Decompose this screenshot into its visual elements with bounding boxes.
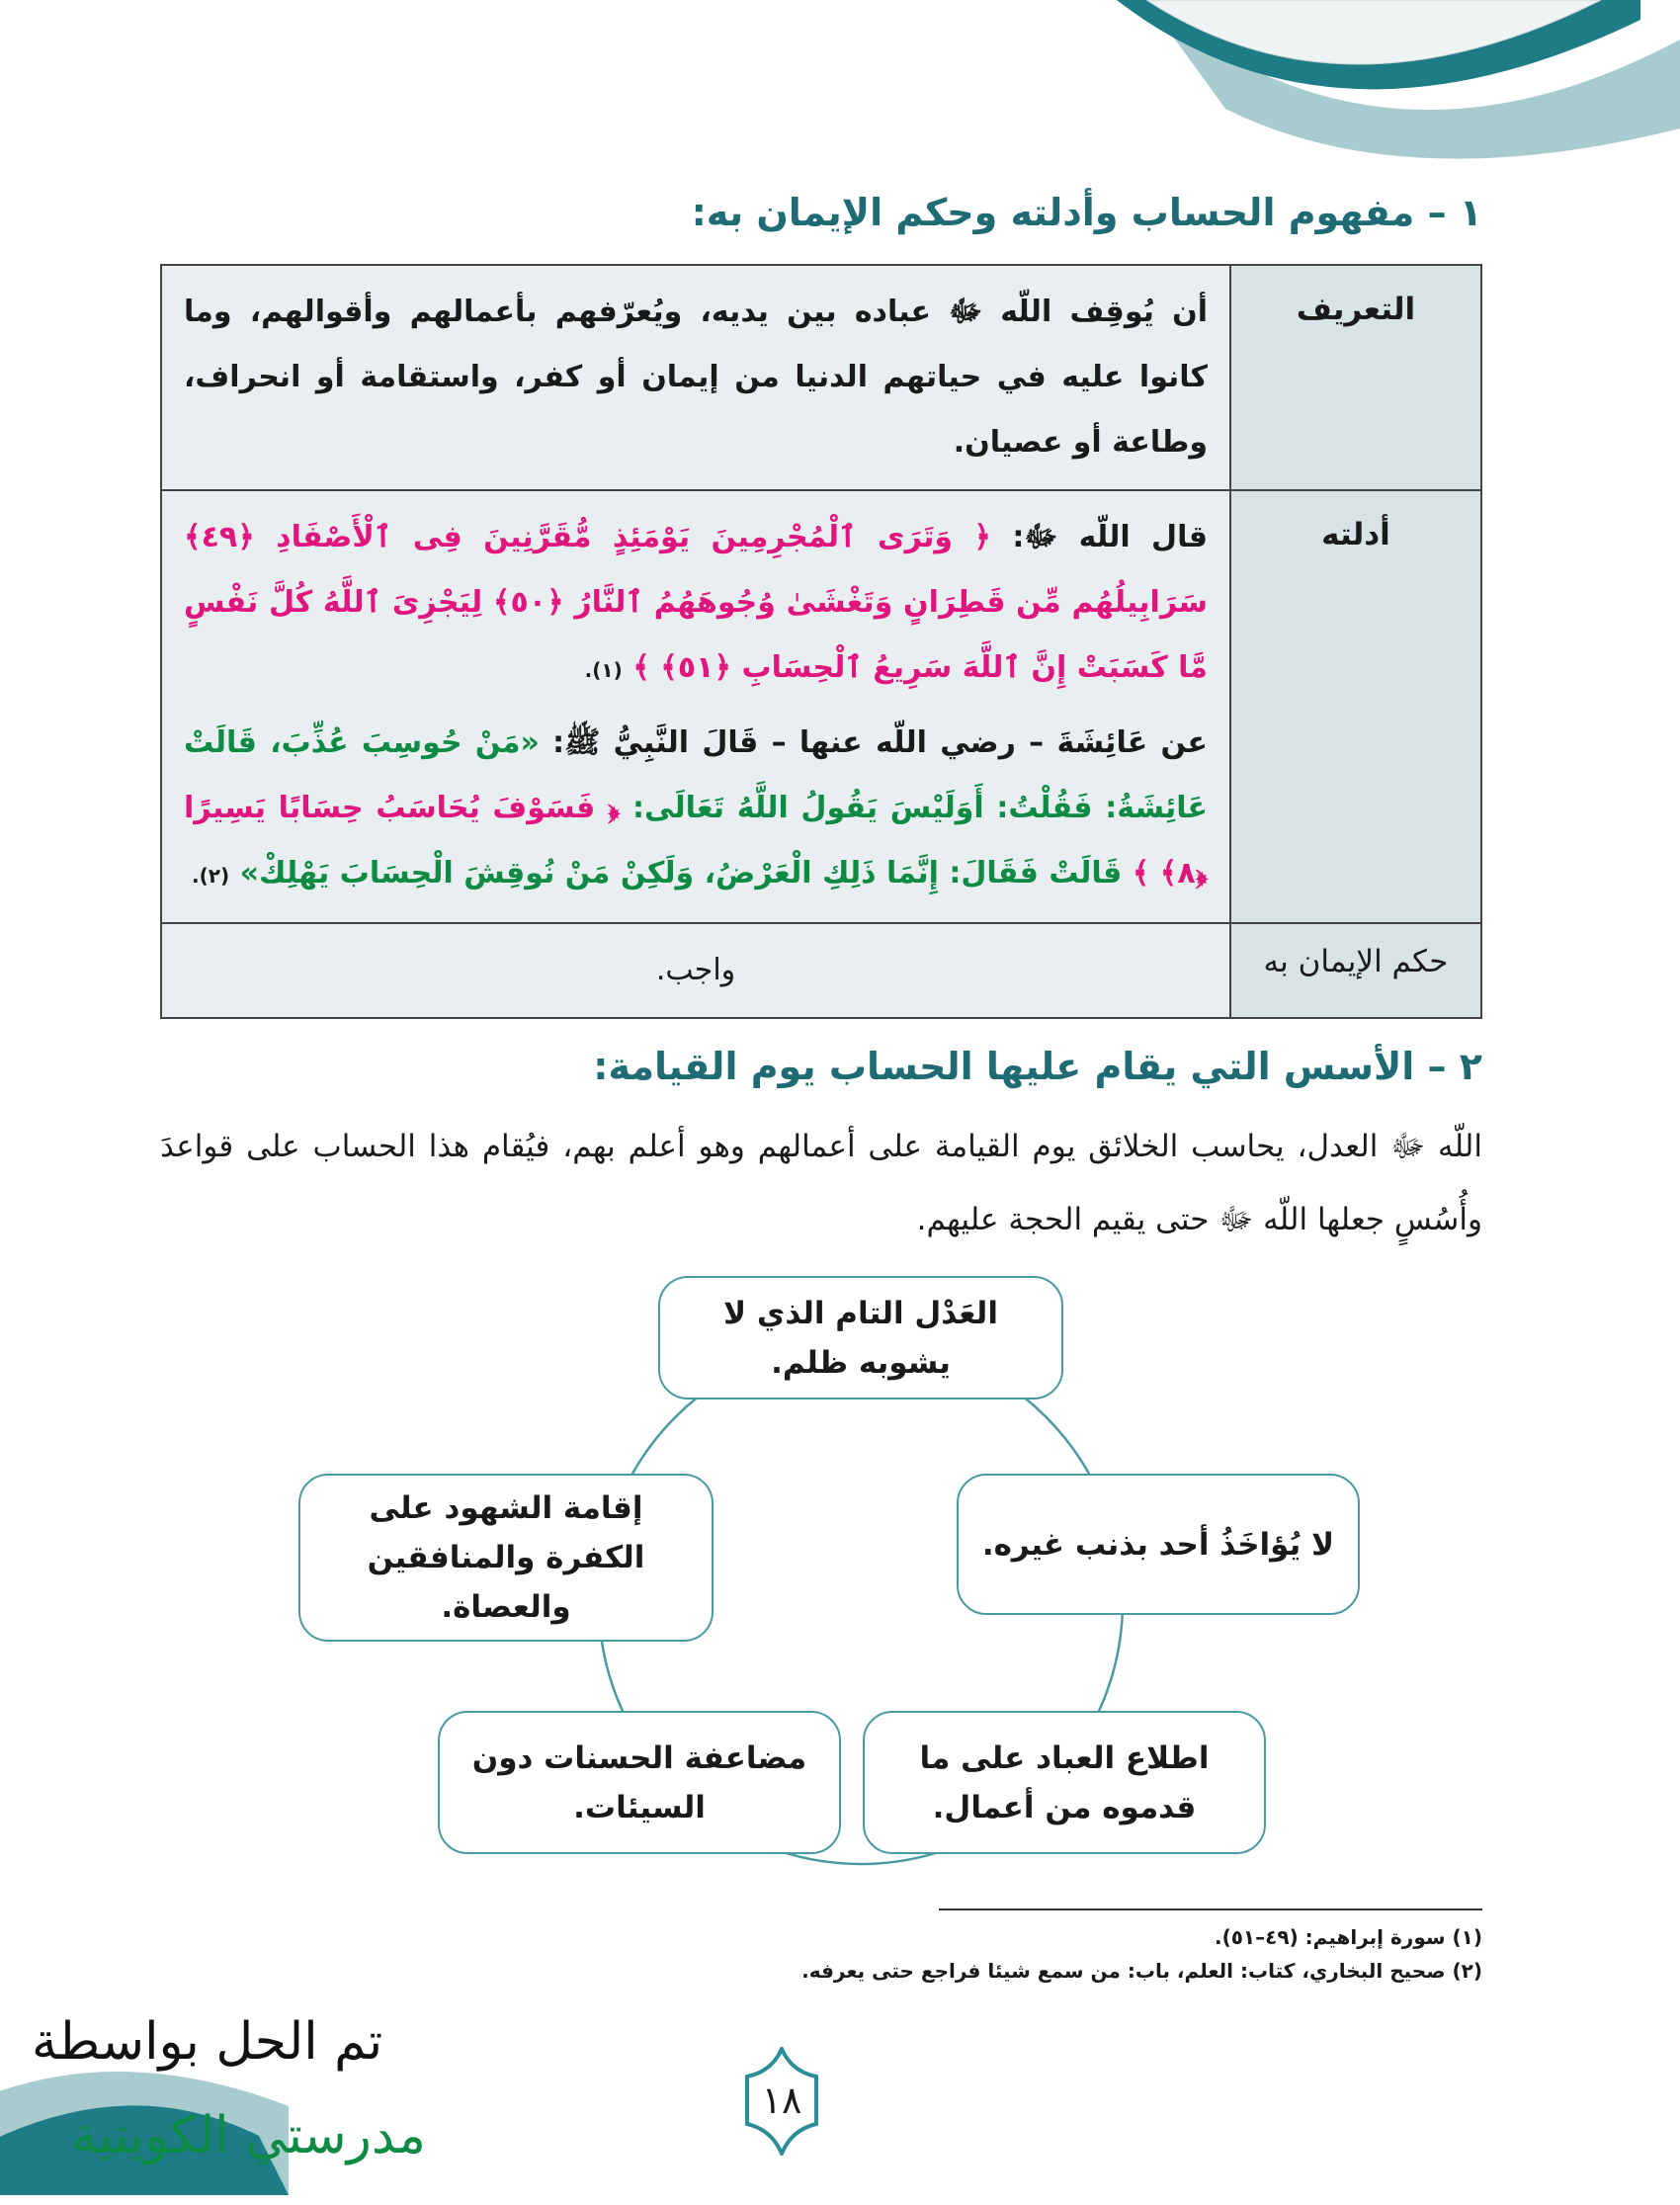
hadith-text-b: قَالَتْ فَقَالَ: إِنَّمَا ذَلِكِ الْعَرْضُ، وَلَكِنْ مَنْ نُوقِشَ الْحِسَابَ يَهْلِكْ» (239, 856, 1123, 890)
footnote-ref-2: (٢). (192, 864, 230, 888)
footnote-2: (٢) صحيح البخاري، كتاب: العلم، باب: من سمع شيئا فراجع حتى يعرفه. (801, 1959, 1482, 1983)
row-label: التعريف (1230, 265, 1481, 490)
table-row (161, 923, 1481, 1018)
hisab-table (160, 264, 1482, 1019)
node-multiply-good: مضاعفة الحسنات دون السيئات. (438, 1711, 841, 1854)
footnote-1: (١) سورة إبراهيم: (٤٩–٥١). (1214, 1925, 1482, 1949)
quran-intro: قال اللّه ﷻ: (1012, 520, 1208, 554)
header-decoration (1087, 0, 1680, 168)
footnote-ref-1: (١). (584, 658, 623, 682)
node-no-burden: لا يُؤاخَذُ أحد بذنب غيره. (957, 1474, 1360, 1615)
row-label: أدلته (1230, 490, 1481, 923)
section2-title: ٢ – الأسس التي يقام عليها الحساب يوم القيامة: (593, 1045, 1482, 1088)
hadith-text-a: «مَنْ حُوسِبَ عُذِّبَ، قَالَتْ عَائِشَةُ: فَقُلْتُ: أَوَلَيْسَ يَقُولُ اللَّهُ تَعَالَى: (184, 725, 1209, 825)
page-number: ١٨ (761, 2078, 802, 2122)
quran-verse: ﴿ وَتَرَى ٱلْمُجْرِمِينَ يَوْمَئِذٍ مُّقَرَّنِينَ فِى ٱلْأَصْفَادِ ﴿٤٩﴾ سَرَابِيلُهُم مِّن قَطِرَانٍ وَتَغْشَىٰ وُجُوهَهُمُ ٱلنَّارُ ﴿٥٠﴾ لِيَجْزِىَ ٱللَّهُ كُلَّ نَفْسٍ مَّا كَسَبَتْ إِنَّ ٱللَّهَ سَرِيعُ ٱلْحِسَابِ ﴿٥١﴾ ﴾ (184, 520, 1208, 685)
node-deeds-shown: اطلاع العباد على ما قدموه من أعمال. (863, 1711, 1266, 1854)
node-witnesses: إقامة الشهود على الكفرة والمنافقين والعصاة. (298, 1474, 714, 1642)
definition-text: أن يُوقِف اللّه ﷻ عباده بين يديه، ويُعرّفهم بأعمالهم وأقوالهم، وما كانوا عليه في حياتهم الدنيا من إيمان أو كفر، واستقامة أو انحراف، وطاعة أو عصيان. (161, 265, 1230, 490)
hadith-quran-verse: ﴿ فَسَوْفَ يُحَاسَبُ حِسَابًا يَسِيرًا ﴿٨﴾ ﴾ (184, 791, 1208, 890)
evidence-cell (161, 490, 1230, 923)
section1-title: ١ – مفهوم الحساب وأدلته وحكم الإيمان به: (691, 191, 1482, 234)
node-justice: العَدْل التام الذي لا يشوبه ظلم. (658, 1276, 1063, 1399)
foundations-diagram (160, 1276, 1482, 1889)
table-row (161, 265, 1481, 490)
section2-paragraph: اللّه ﷻ العدل، يحاسب الخلائق يوم القيامة على أعمالهم وهو أعلم بهم، فيُقام هذا الحساب على قواعدَ وأُسُسٍ جعلها اللّه ﷻ حتى يقيم الحجة عليهم. (160, 1129, 1482, 1237)
page-footer (0, 2007, 1482, 2205)
ruling-text: واجب. (161, 923, 1230, 1018)
table-row (161, 490, 1481, 923)
watermark-line2: مدرستي الكويتية (71, 2106, 426, 2165)
row-label: حكم الإيمان به (1230, 923, 1481, 1018)
watermark-line1: تم الحل بواسطة (32, 2012, 383, 2072)
hadith-intro: عن عَائِشَةَ – رضي اللّه عنها – قَالَ النَّبِيُّ ﷺ: (552, 725, 1208, 760)
